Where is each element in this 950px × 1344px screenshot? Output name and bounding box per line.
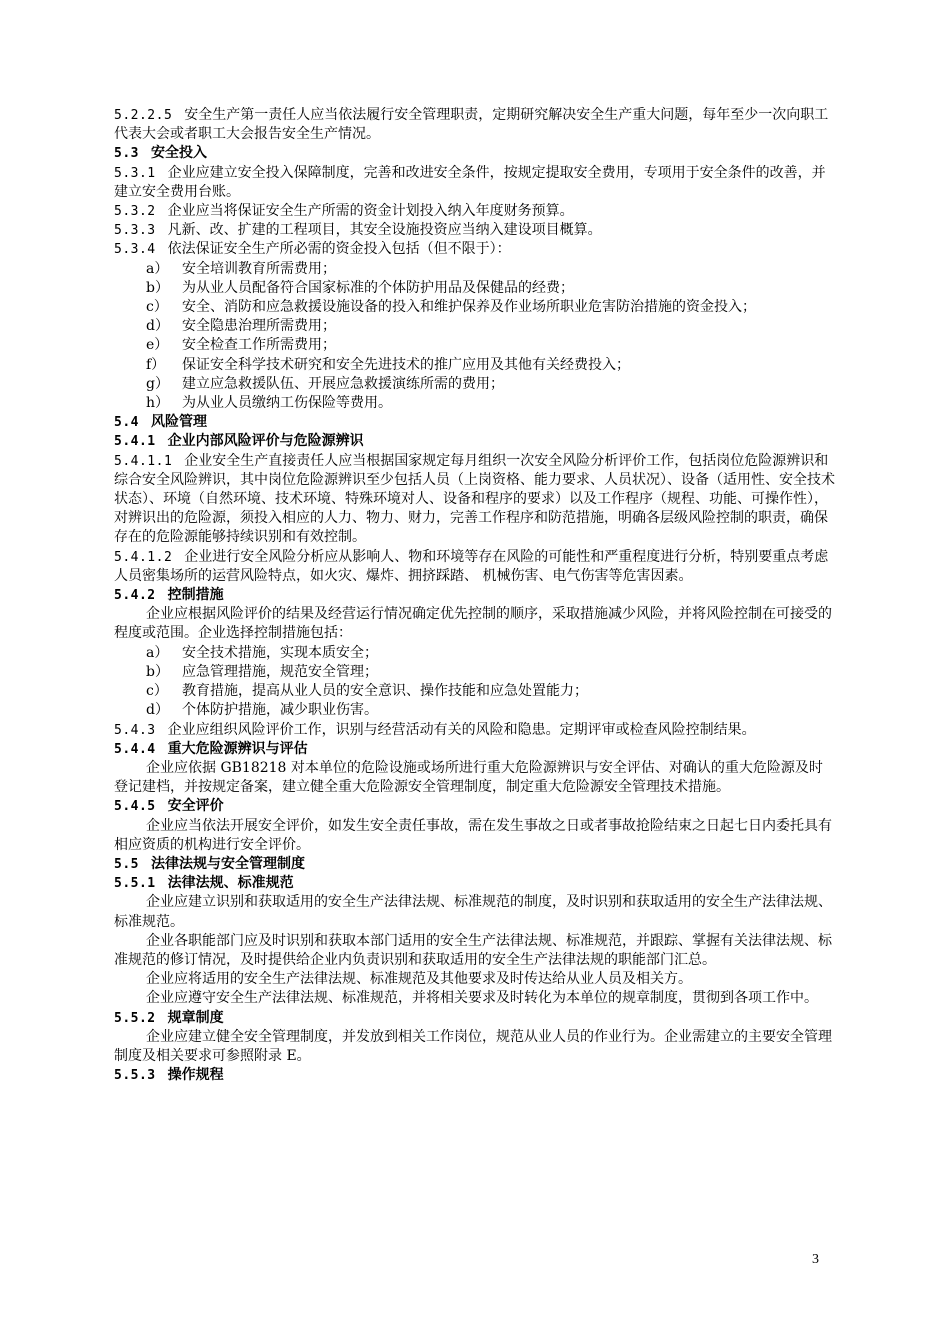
clause-paragraph <box>114 240 836 259</box>
section-heading <box>114 1066 836 1085</box>
list-item-text: 安全、消防和应急救援设施设备的投入和维护保养及作业场所职业危害防治措施的资金投入； <box>182 299 756 316</box>
heading-text: 重大危险源辨识与评估 <box>167 740 308 757</box>
clause-number: 5.5 <box>114 856 139 872</box>
clause-text: 企业进行安全风险分析应从影响人、物和环境等存在风险的可能性和严重程度进行分析，特别要重点考虑人员密集场所的运营风险特点，如火灾、爆炸、拥挤踩踏、 机械伤害、电气伤害等危害因素。 <box>114 548 829 584</box>
clause-paragraph <box>114 548 836 586</box>
clause-paragraph <box>114 221 836 240</box>
list-item-marker: c） <box>146 299 168 316</box>
list-item <box>114 317 836 336</box>
list-item <box>114 356 836 375</box>
clause-number: 5.3.3 <box>114 223 156 239</box>
clause-number: 5.4.1.1 <box>114 453 173 469</box>
clause-paragraph <box>114 452 836 548</box>
clause-number: 5.3.1 <box>114 165 156 181</box>
clause-number: 5.4.5 <box>114 799 156 815</box>
heading-text: 操作规程 <box>167 1067 224 1084</box>
page-number: 3 <box>812 1252 819 1267</box>
list-item <box>114 375 836 394</box>
list-item-marker: a） <box>146 260 169 277</box>
list-item <box>114 663 836 682</box>
list-item <box>114 298 836 317</box>
list-item <box>114 394 836 413</box>
clause-paragraph <box>114 106 836 144</box>
list-item-text: 安全隐患治理所需费用； <box>182 318 336 335</box>
heading-text: 法律法规与安全管理制度 <box>150 855 305 872</box>
clause-text: 企业应建立安全投入保障制度，完善和改进安全条件，按规定提取安全费用，专项用于安全条件的改善，并建立安全费用台账。 <box>114 164 826 200</box>
clause-number: 5.4.1 <box>114 434 156 450</box>
list-item-text: 安全检查工作所需费用； <box>182 337 336 354</box>
list-item <box>114 279 836 298</box>
clause-text: 企业应组织风险评价工作，识别与经营活动有关的风险和隐患。定期评审或检查风险控制结果。 <box>167 721 756 738</box>
clause-number: 5.5.2 <box>114 1010 156 1026</box>
list-item-text: 教育措施，提高从业人员的安全意识、操作技能和应急处置能力； <box>182 683 588 700</box>
list-item-text: 安全培训教育所需费用； <box>182 260 336 277</box>
heading-text: 法律法规、标准规范 <box>167 875 294 892</box>
list-item <box>114 336 836 355</box>
clause-text: 企业应当将保证安全生产所需的资金计划投入纳入年度财务预算。 <box>167 203 574 220</box>
clause-number: 5.4.4 <box>114 741 156 757</box>
clause-paragraph <box>114 202 836 221</box>
body-paragraph: 企业应依据 GB18218 对本单位的危险设施或场所进行重大危险源辨识与安全评估、对确认的重大危险源及时登记建档，并按规定备案，建立健全重大危险源安全管理制度，制定重大危险源安全管理技术措施。 <box>114 759 823 796</box>
body-paragraph: 企业应当依法开展安全评价，如发生安全责任事故，需在发生事故之日或者事故抢险结束之日起七日内委托具有相应资质的机构进行安全评价。 <box>114 817 832 853</box>
section-heading <box>114 144 836 163</box>
list-item-marker: g） <box>146 375 169 392</box>
list-item-marker: b） <box>146 663 169 680</box>
clause-number: 5.3.2 <box>114 204 156 220</box>
clause-number: 5.2.2.5 <box>114 108 173 123</box>
list-item-marker: d） <box>146 702 169 719</box>
list-item-marker: h） <box>146 395 170 412</box>
clause-number: 5.4.1.2 <box>114 549 173 565</box>
clause-text: 安全生产第一责任人应当依法履行安全管理职责，定期研究解决安全生产重大问题，每年至少一次向职工代表大会或者职工大会报告安全生产情况。 <box>114 107 829 143</box>
list-item-marker: f） <box>146 356 166 373</box>
section-heading <box>114 1009 836 1028</box>
list-item-marker: d） <box>146 318 169 335</box>
body-paragraph: 企业应建立识别和获取适用的安全生产法律法规、标准规范的制度，及时识别和获取适用的安全生产法律法规、标准规范。 <box>114 894 832 930</box>
list-item-marker: b） <box>146 279 169 296</box>
clause-number: 5.4.3 <box>114 722 156 738</box>
list-item-text: 为从业人员缴纳工伤保险等费用。 <box>182 395 392 412</box>
heading-text: 安全投入 <box>150 145 207 162</box>
section-heading <box>114 432 836 451</box>
clause-number: 5.4 <box>114 415 139 431</box>
heading-text: 控制措施 <box>167 587 224 604</box>
section-heading <box>114 740 836 759</box>
list-item-text: 建立应急救援队伍、开展应急救援演练所需的费用； <box>182 375 504 392</box>
clause-number: 5.5.1 <box>114 876 156 892</box>
body-paragraph: 企业各职能部门应及时识别和获取本部门适用的安全生产法律法规、标准规范，并跟踪、掌握有关法律法规、标准规范的修订情况，及时提供给企业内负责识别和获取适用的安全生产法律法规的职能部门汇总。 <box>114 932 832 968</box>
body-paragraph: 企业应遵守安全生产法律法规、标准规范，并将相关要求及时转化为本单位的规章制度，贯彻到各项工作中。 <box>146 990 818 1007</box>
clause-text: 企业安全生产直接责任人应当根据国家规定每月组织一次安全风险分析评价工作，包括岗位危险源辨识和综合安全风险辨识，其中岗位危险源辨识至少包括人员（上岗资格、能力要求、人员状况）、设备（适用性、安全技术状态）、环境（自然环境、技术环境、特殊环境对人、设备和程序的要求）以及工作程序（规程、功能、可操作性），对辨识出的危险源，须投入相应的人力、物力、财力，完善工作程序和防范措施，明确各层级风险控制的职责，确保存在的危险源能够持续识别和有效控制。 <box>114 452 835 546</box>
list-item-text: 安全技术措施，实现本质安全； <box>182 644 378 661</box>
section-heading <box>114 586 836 605</box>
section-heading <box>114 797 836 816</box>
list-item-marker: e） <box>146 337 169 354</box>
list-item-text: 个体防护措施，减少职业伤害。 <box>182 702 378 719</box>
section-heading <box>114 855 836 874</box>
list-item <box>114 260 836 279</box>
clause-paragraph <box>114 164 836 202</box>
clause-number: 5.3 <box>114 146 139 162</box>
heading-text: 风险管理 <box>150 414 207 431</box>
body-paragraph: 企业应将适用的安全生产法律法规、标准规范及其他要求及时传达给从业人员及相关方。 <box>146 971 692 988</box>
clause-number: 5.4.2 <box>114 588 156 604</box>
clause-text: 依法保证安全生产所必需的资金投入包括（但不限于）： <box>167 241 511 258</box>
body-paragraph: 企业应建立健全安全管理制度，并发放到相关工作岗位，规范从业人员的作业行为。企业需建立的主要安全管理制度及相关要求可参照附录 E。 <box>114 1028 832 1064</box>
body-paragraph: 企业应根据风险评价的结果及经营运行情况确定优先控制的顺序，采取措施减少风险，并将风险控制在可接受的程度或范围。企业选择控制措施包括： <box>114 606 832 642</box>
clause-paragraph <box>114 721 836 740</box>
list-item-marker: a） <box>146 644 169 661</box>
list-item <box>114 682 836 701</box>
clause-number: 5.5.3 <box>114 1068 156 1084</box>
list-item-text: 应急管理措施，规范安全管理； <box>182 663 378 680</box>
list-item-text: 为从业人员配备符合国家标准的个体防护用品及保健品的经费； <box>182 279 574 296</box>
list-item-marker: c） <box>146 683 168 700</box>
heading-text: 规章制度 <box>167 1009 224 1026</box>
clause-text: 凡新、改、扩建的工程项目，其安全设施投资应当纳入建设项目概算。 <box>167 222 602 239</box>
list-item <box>114 644 836 663</box>
list-item <box>114 701 836 720</box>
section-heading <box>114 413 836 432</box>
list-item-text: 保证安全科学技术研究和安全先进技术的推广应用及其他有关经费投入； <box>182 356 630 373</box>
section-heading <box>114 874 836 893</box>
clause-number: 5.3.4 <box>114 242 156 258</box>
heading-text: 企业内部风险评价与危险源辨识 <box>167 433 364 450</box>
heading-text: 安全评价 <box>167 798 224 815</box>
document-body <box>114 106 836 1085</box>
